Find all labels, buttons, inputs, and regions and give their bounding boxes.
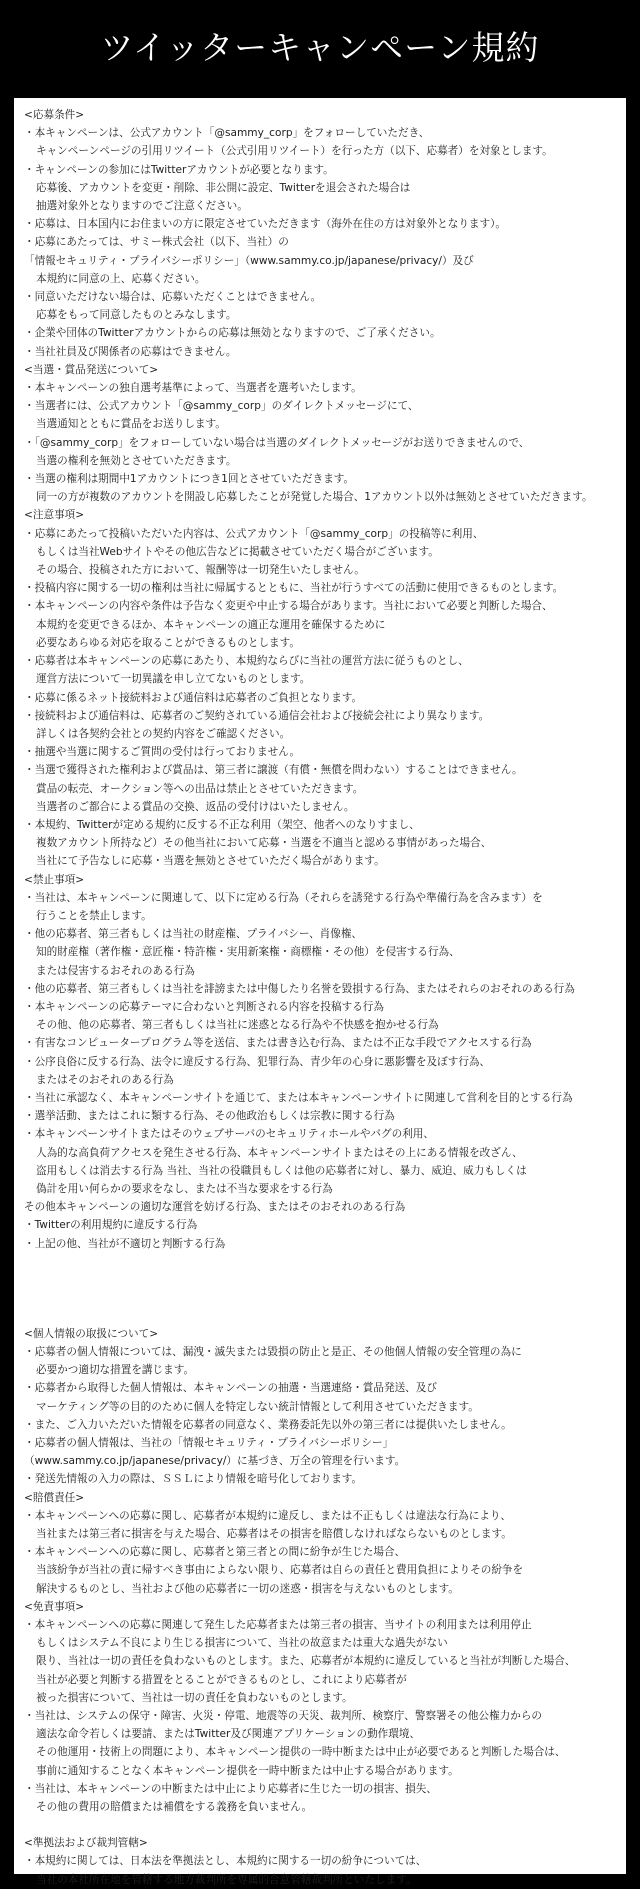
terms-line: ・当選の権利は期間中1アカウントにつき1回とさせていただきます。 — [24, 473, 355, 486]
terms-line: ・本キャンペーンの独自選考基準によって、当選者を選考いたします。 — [24, 382, 362, 395]
terms-line: 必要かつ適切な措置を講じます。 — [36, 1364, 195, 1377]
terms-line: ・本キャンペーンへの応募に関連して発生した応募者または第三者の損害、当サイトの利用または利用停止 — [24, 1619, 532, 1632]
section-heading-line: <免責事項> — [24, 1600, 85, 1613]
terms-section — [24, 1834, 616, 1889]
page-header — [0, 0, 640, 90]
terms-line: ・他の応募者、第三者もしくは当社を誹謗または中傷したり名誉を毀損する行為、またはそれらのおそれのある行為 — [24, 982, 575, 995]
section-heading-line: <応募条件> — [24, 109, 85, 121]
terms-line: ・投稿内容に関する一切の権利は当社に帰属するとともに、当社が行うすべての活動に使用できるものとします。 — [24, 582, 564, 595]
section-heading-line: その他本キャンペーンの適切な運営を妨げる行為、またはそのおそれのある行為 — [24, 1201, 406, 1214]
section-heading-line: <当選・賞品発送について> — [24, 363, 159, 376]
terms-line: もしくはシステム不良により生じる損害について、当社の故意または重大な過失がない — [36, 1637, 448, 1650]
terms-line: ・本キャンペーンへの応募に関し、応募者が本規約に違反し、または不正もしくは違法な行為により、 — [24, 1509, 512, 1522]
terms-line: 行うことを禁止します。 — [36, 909, 152, 922]
section-heading-line: <個人情報の取扱について> — [24, 1327, 159, 1340]
terms-line: 詳しくは各契約会社との契約内容をご確認ください。 — [36, 727, 291, 740]
terms-line: ・本キャンペーンへの応募に関し、応募者と第三者との間に紛争が生じた場合、 — [24, 1546, 406, 1559]
section-heading-line: 「情報セキュリティ・プライバシーポリシー」（www.sammy.co.jp/japanese/privacy/）及び — [24, 254, 474, 267]
terms-line: その場合、投稿された方において、報酬等は一切発生いたしません。 — [36, 564, 365, 577]
terms-line: ・本キャンペーンは、公式アカウント「@sammy_corp」をフォローしていただき、 — [24, 127, 430, 140]
terms-line: ・本キャンペーンサイトまたはそのウェブサーバのセキュリティホールやバグの利用、 — [24, 1128, 434, 1141]
terms-line: またはそのおそれのある行為 — [36, 1073, 174, 1086]
terms-line: ・本規約、Twitterが定める規約に反する不正な利用（架空、他者へのなりすまし、 — [24, 818, 420, 831]
terms-line: マーケティング等の目的のために個人を特定しない統計情報として利用させていただきます。 — [36, 1400, 479, 1413]
terms-line: ・応募にあたっては、サミー株式会社（以下、当社）の — [24, 236, 289, 249]
terms-line: 解決するものとし、当社および他の応募者に一切の迷惑・損害を与えないものとします。 — [36, 1582, 459, 1595]
terms-line: ・当選者には、公式アカウント「@sammy_corp」のダイレクトメッセージにて、 — [24, 400, 419, 413]
terms-line: ・応募者の個人情報については、漏洩・滅失または毀損の防止と是正、その他個人情報の安全管理の為に — [24, 1346, 522, 1358]
terms-line: 当該紛争が当社の責に帰すべき事由によらない限り、応募者は自らの責任と費用負担によりその紛争を — [36, 1564, 524, 1577]
terms-line: 盗用もしくは消去する行為 当社、当社の役職員もしくは他の応募者に対し、暴力、威迫、威力もしくは — [36, 1164, 527, 1177]
terms-line: 当社の本社所在地を管轄する地方裁判所を専属的合意管轄裁判所といたします。 — [36, 1873, 417, 1886]
terms-line: ・当社は、本キャンペーンの中断または中止により応募者に生じた一切の損害、損失、 — [24, 1782, 437, 1795]
terms-line: ・接続料および通信料は、応募者のご契約されている通信会社および接続会社により異なります。 — [24, 709, 490, 722]
terms-line: 応募をもって同意したものとみなします。 — [36, 309, 237, 322]
terms-line: ・当選で獲得された権利および賞品は、第三者に譲渡（有償・無償を問わない）することはできません。 — [24, 764, 523, 777]
terms-line: 当選者のご都合による賞品の交換、返品の受付けはいたしません。 — [36, 800, 355, 813]
terms-line: その他運用・技術上の問題により、本キャンペーン提供の一時中断または中止が必要であると判断した場合は、 — [36, 1746, 566, 1759]
terms-line: ・他の応募者、第三者もしくは当社の財産権、プライバシー、肖像権、 — [24, 928, 363, 941]
terms-line: ・応募に係るネット接続料および通信料は応募者のご負担となります。 — [24, 691, 363, 704]
terms-line: ・当社は、システムの保守・障害、火災・停電、地震等の天災、裁判所、検察庁、警察署その他公権力からの — [24, 1710, 543, 1723]
terms-line: 被った損害について、当社は一切の責任を負わないものとします。 — [36, 1691, 353, 1704]
terms-line: 抽選対象外となりますのでご注意ください。 — [36, 200, 248, 213]
terms-line: 必要なあらゆる対応を取ることができるものとします。 — [36, 636, 300, 649]
section-heading-line: <禁止事項> — [24, 873, 85, 886]
terms-line: 当社にて予告なしに応募・当選を無効とさせていただく場合があります。 — [36, 855, 385, 868]
terms-line: ・Twitterの利用規約に違反する行為 — [24, 1219, 198, 1232]
terms-line: ・本キャンペーンの応募テーマに合わないと判断される内容を投稿する行為 — [24, 1000, 384, 1013]
terms-line: 当選通知とともに賞品をお送りします。 — [36, 418, 226, 431]
terms-line: ・キャンペーンの参加にはTwitterアカウントが必要となります。 — [24, 163, 334, 176]
terms-line: ・当社社員及び関係者の応募はできません。 — [24, 345, 237, 358]
terms-panel — [14, 98, 626, 1886]
terms-section — [24, 1325, 616, 1816]
terms-line: ・また、ご入力いただいた情報を応募者の同意なく、業務委託先以外の第三者には提供いたしません。 — [24, 1418, 512, 1431]
terms-line: 限り、当社は一切の責任を負わないものとします。また、応募者が本規約に違反していると当社が判断した場合、 — [36, 1655, 576, 1668]
terms-line: 当選の権利を無効とさせていただきます。 — [36, 454, 237, 467]
terms-line: その他、他の応募者、第三者もしくは当社に迷惑となる行為や不快感を抱かせる行為 — [36, 1019, 439, 1032]
section-heading-line: <賠償責任> — [24, 1491, 85, 1504]
terms-line: ・「@sammy_corp」をフォローしていない場合は当選のダイレクトメッセージがお送りできませんので、 — [24, 436, 530, 449]
terms-line: ・公序良俗に反する行為、法令に違反する行為、犯罪行為、青少年の心身に悪影響を及ぼす行為、 — [24, 1055, 491, 1068]
terms-line: ・発送先情報の入力の際は、ＳＳＬにより情報を暗号化しております。 — [24, 1473, 363, 1486]
terms-line: ・本規約に関しては、日本法を準拠法とし、本規約に関する一切の紛争については、 — [24, 1855, 427, 1868]
terms-line: 事前に通知することなく本キャンペーン提供を一時中断または中止する場合があります。 — [36, 1764, 459, 1777]
terms-line: ・応募にあたって投稿いただいた内容は、公式アカウント「@sammy_corp」の投稿等に利用、 — [24, 527, 484, 540]
terms-line: ・応募者は本キャンペーンの応募にあたり、本規約ならびに当社の運営方法に従うものとし、 — [24, 655, 469, 668]
terms-line: 複数アカウント所持など）その他当社において応募・当選を不適当と認める事情があった場合、 — [36, 837, 492, 850]
terms-line: ・選挙活動、またはこれに類する行為、その他政治もしくは宗教に関する行為 — [24, 1110, 395, 1123]
terms-line: ・応募者の個人情報は、当社の「情報セキュリティ・プライバシーポリシー」 — [24, 1437, 394, 1450]
terms-line: 応募後、アカウントを変更・削除、非公開に設定、Twitterを退会された場合は — [36, 181, 411, 194]
terms-line: ・本キャンペーンの内容や条件は予告なく変更や中止する場合があります。当社において必要と判断した場合、 — [24, 600, 553, 613]
terms-line: ・上記の他、当社が不適切と判断する行為 — [24, 1237, 226, 1250]
section-heading-line: <注意事項> — [24, 509, 85, 522]
terms-line: 運営方法について一切異議を申し立てないものとします。 — [36, 673, 311, 686]
terms-line: 人為的な高負荷アクセスを発生させる行為、本キャンペーンサイトまたはその上にある情報を改ざん、 — [36, 1146, 523, 1159]
terms-line: ・同意いただけない場合は、応募いただくことはできません。 — [24, 291, 322, 304]
terms-line: 賞品の転売、オークション等への出品は禁止とさせていただきます。 — [36, 782, 364, 795]
terms-section — [24, 106, 616, 1253]
terms-line: もしくは当社Webサイトやその他広告などに掲載させていただく場合がございます。 — [36, 545, 439, 558]
section-heading-line: （www.sammy.co.jp/japanese/privacy/）に基づき、万全の管理を行います。 — [24, 1455, 406, 1468]
terms-line: 本規約に同意の上、応募ください。 — [36, 272, 206, 285]
terms-line: ・応募は、日本国内にお住まいの方に限定させていただきます（海外在住の方は対象外となります）。 — [24, 218, 507, 231]
section-heading-line: <準拠法および裁判管轄> — [24, 1837, 148, 1850]
page-title: ツイッターキャンペーン規約 — [100, 27, 540, 67]
terms-line: 本規約を変更できるほか、本キャンペーンの適正な運用を確保するために — [36, 618, 386, 631]
terms-line: ・当社は、本キャンペーンに関連して、以下に定める行為（それらを誘発する行為や準備行為を含みます）を — [24, 891, 543, 904]
terms-line: ・当社に承認なく、本キャンペーンサイトを通じて、または本キャンペーンサイトに関連して営利を目的とする行為 — [24, 1091, 573, 1104]
terms-line: ・抽選や当選に関するご質問の受付は行っておりません。 — [24, 746, 301, 759]
terms-line: 偽計を用い何らかの要求をなし、または不当な要求をする行為 — [36, 1182, 333, 1195]
terms-line: ・企業や団体のTwitterアカウントからの応募は無効となりますので、ご了承ください。 — [24, 327, 441, 340]
terms-line: ・応募者から取得した個人情報は、本キャンペーンの抽選・当選連絡・賞品発送、及び — [24, 1382, 437, 1395]
terms-line: 適法な命令若しくは要請、またはTwitter及び関連アプリケーションの動作環境、 — [36, 1728, 421, 1741]
terms-line: キャンペーンページの引用リツイート（公式引用リツイート）を行った方（以下、応募者）を対象とします。 — [36, 145, 553, 158]
terms-line: その他の費用の賠償または補償をする義務を負いません。 — [36, 1801, 313, 1814]
terms-line: ・有害なコンピュータープログラム等を送信、または書き込む行為、または不正な手段でアクセスする行為 — [24, 1037, 532, 1050]
terms-line: 当社が必要と判断する措置をとることができるものとし、これにより応募者が — [36, 1673, 407, 1686]
terms-line: 同一の方が複数のアカウントを開設し応募したことが発覚した場合、1アカウント以外は無効とさせていただきます。 — [36, 491, 593, 504]
terms-line: または侵害するおそれのある行為 — [36, 964, 195, 977]
terms-line: 当社または第三者に損害を与えた場合、応募者はその損害を賠償しなければならないものとします。 — [36, 1528, 512, 1541]
terms-line: 知的財産権（著作権・意匠権・特許権・実用新案権・商標権・その他）を侵害する行為、 — [36, 946, 460, 959]
